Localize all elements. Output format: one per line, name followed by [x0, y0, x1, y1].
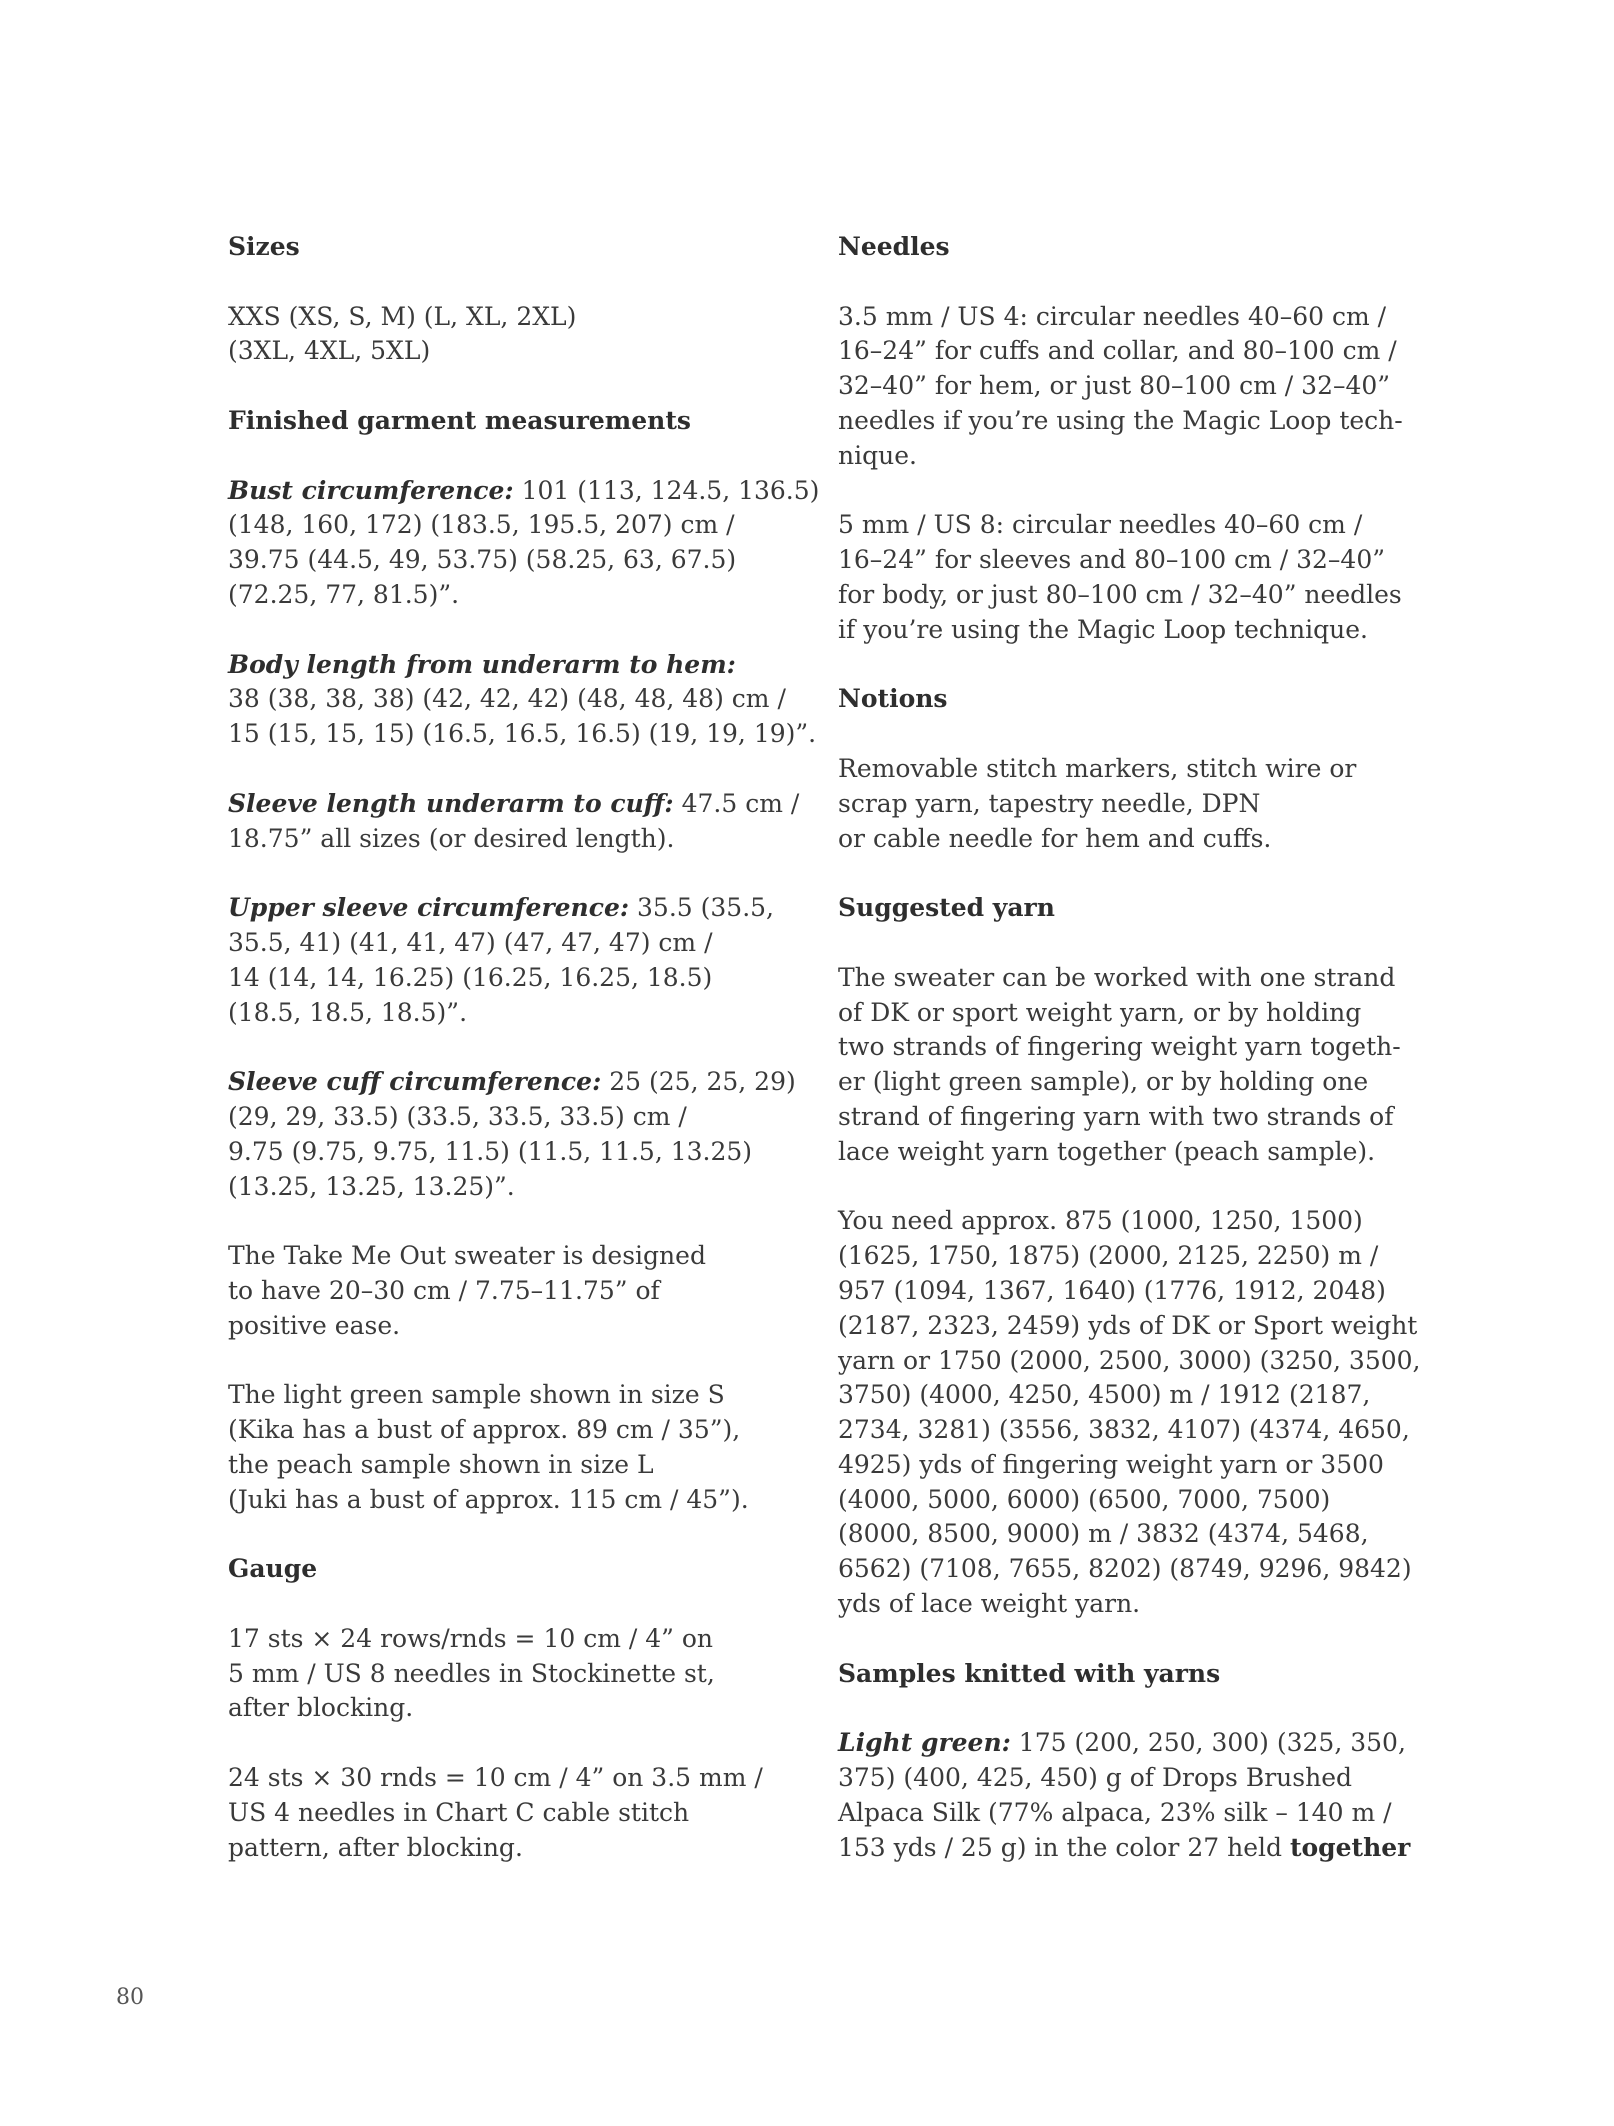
yarn-amount-line: 6562) (7108, 7655, 8202) (8749, 9296, 9842): [838, 1554, 1412, 1584]
body-length: [228, 648, 817, 752]
yarn-line: two strands of fingering weight yarn togeth-: [838, 1032, 1401, 1062]
yarn-amount-line: yarn or 1750 (2000, 2500, 3000) (3250, 3500,: [838, 1345, 1421, 1375]
sample-size-line: The light green sample shown in size S: [228, 1380, 725, 1410]
bust-first-value: 101 (113, 124.5, 136.5): [513, 475, 820, 505]
bust-line: 39.75 (44.5, 49, 53.75) (58.25, 63, 67.5): [228, 545, 737, 575]
yarn-amount-line: 4925) yds of fingering weight yarn or 3500: [838, 1449, 1384, 1479]
needles-line: 16–24” for sleeves and 80–100 cm / 32–40”: [838, 545, 1386, 575]
needles-line: if you’re using the Magic Loop technique.: [838, 614, 1368, 644]
gauge-line: after blocking.: [228, 1693, 414, 1723]
left-column: [228, 230, 820, 1865]
bust-line: (148, 160, 172) (183.5, 195.5, 207) cm /: [228, 510, 735, 540]
right-column: [838, 230, 1421, 1865]
needles-paragraph-2: [838, 508, 1408, 647]
gauge-line: 17 sts × 24 rows/rnds = 10 cm / 4” on: [228, 1623, 714, 1653]
sleeve-length: [228, 787, 800, 857]
light-green-first-value: 175 (200, 250, 300) (325, 350,: [1010, 1728, 1406, 1758]
sample-size-paragraph: [228, 1378, 788, 1517]
bust-circumference: [228, 474, 820, 613]
bust-line: (72.25, 77, 81.5)”.: [228, 579, 460, 609]
yarn-line: lace weight yarn together (peach sample).: [838, 1136, 1376, 1166]
notions-paragraph: [838, 752, 1408, 856]
sleeve-cuff-line: 9.75 (9.75, 9.75, 11.5) (11.5, 11.5, 13.25): [228, 1136, 753, 1166]
upper-sleeve-line: (18.5, 18.5, 18.5)”.: [228, 997, 468, 1027]
yarn-line: The sweater can be worked with one strand: [838, 962, 1396, 992]
upper-sleeve-line: 35.5, 41) (41, 41, 47) (47, 47, 47) cm /: [228, 927, 713, 957]
notions-line: or cable needle for hem and cuffs.: [838, 823, 1272, 853]
gauge-line: 5 mm / US 8 needles in Stockinette st,: [228, 1658, 715, 1688]
needles-line: for body, or just 80–100 cm / 32–40” needles: [838, 579, 1402, 609]
sizes-line: XXS (XS, S, M) (L, XL, 2XL): [228, 301, 577, 331]
needles-line: 5 mm / US 8: circular needles 40–60 cm /: [838, 510, 1363, 540]
upper-sleeve-first-value: 35.5 (35.5,: [629, 893, 774, 923]
gauge-paragraph-1: [228, 1622, 788, 1726]
notions-line: scrap yarn, tapestry needle, DPN: [838, 788, 1261, 818]
suggested-yarn-paragraph-1: [838, 961, 1408, 1170]
yarn-line: of DK or sport weight yarn, or by holding: [838, 997, 1362, 1027]
light-green-last-text: 153 yds / 25 g) in the color 27 held: [838, 1832, 1290, 1862]
bust-label: Bust circumference:: [228, 475, 514, 505]
samples-heading: Samples knitted with yarns: [838, 1658, 1221, 1688]
needles-line: nique.: [838, 440, 917, 470]
sleeve-length-first-value: 47.5 cm /: [673, 788, 800, 818]
gauge-line: pattern, after blocking.: [228, 1832, 523, 1862]
ease-line: positive ease.: [228, 1310, 401, 1340]
light-green-sample: [838, 1726, 1411, 1865]
notions-line: Removable stitch markers, stitch wire or: [838, 753, 1357, 783]
body-length-line: 15 (15, 15, 15) (16.5, 16.5, 16.5) (19, 19, 19)”.: [228, 719, 817, 749]
yarn-amount-line: You need approx. 875 (1000, 1250, 1500): [838, 1206, 1363, 1236]
yarn-amount-line: 2734, 3281) (3556, 3832, 4107) (4374, 4650,: [838, 1415, 1410, 1445]
measurements-heading: Finished garment measurements: [228, 405, 691, 435]
yarn-amount-line: yds of lace weight yarn.: [838, 1589, 1141, 1619]
suggested-yarn-paragraph-2: [838, 1204, 1421, 1622]
yarn-amount-line: (1625, 1750, 1875) (2000, 2125, 2250) m /: [838, 1241, 1379, 1271]
yarn-amount-line: (8000, 8500, 9000) m / 3832 (4374, 5468,: [838, 1519, 1369, 1549]
sleeve-cuff-line: (13.25, 13.25, 13.25)”.: [228, 1171, 515, 1201]
sample-size-line: (Juki has a bust of approx. 115 cm / 45”).: [228, 1484, 749, 1514]
needles-line: 3.5 mm / US 4: circular needles 40–60 cm /: [838, 301, 1387, 331]
gauge-line: 24 sts × 30 rnds = 10 cm / 4” on 3.5 mm /: [228, 1763, 763, 1793]
yarn-amount-line: (4000, 5000, 6000) (6500, 7000, 7500): [838, 1484, 1331, 1514]
needles-paragraph-1: [838, 300, 1408, 474]
light-green-line: 375) (400, 425, 450) g of Drops Brushed: [838, 1763, 1352, 1793]
sleeve-cuff-line: (29, 29, 33.5) (33.5, 33.5, 33.5) cm /: [228, 1101, 687, 1131]
ease-paragraph: [228, 1239, 788, 1343]
gauge-paragraph-2: [228, 1761, 788, 1865]
needles-line: needles if you’re using the Magic Loop tech-: [838, 405, 1403, 435]
sizes-heading: Sizes: [228, 232, 300, 261]
sleeve-cuff-circumference: [228, 1065, 796, 1204]
suggested-yarn-heading: Suggested yarn: [838, 893, 1055, 923]
needles-heading: Needles: [838, 232, 950, 261]
ease-line: The Take Me Out sweater is designed: [228, 1241, 706, 1271]
yarn-line: strand of fingering yarn with two strands of: [838, 1101, 1394, 1131]
yarn-amount-line: 957 (1094, 1367, 1640) (1776, 1912, 2048): [838, 1275, 1386, 1305]
yarn-amount-line: 3750) (4000, 4250, 4500) m / 1912 (2187,: [838, 1380, 1371, 1410]
sleeve-length-label: Sleeve length underarm to cuff:: [228, 788, 674, 818]
page-number: 80: [116, 1985, 144, 2010]
light-green-label: Light green:: [838, 1728, 1011, 1758]
body-length-label: Body length from underarm to hem:: [228, 649, 736, 679]
needles-line: 32–40” for hem, or just 80–100 cm / 32–40”: [838, 371, 1391, 401]
sample-size-line: (Kika has a bust of approx. 89 cm / 35”),: [228, 1415, 741, 1445]
sizes-list: [228, 300, 788, 370]
needles-line: 16–24” for cuffs and collar, and 80–100 cm /: [838, 336, 1397, 366]
sleeve-length-line: 18.75” all sizes (or desired length).: [228, 823, 675, 853]
yarn-line: er (light green sample), or by holding one: [838, 1067, 1369, 1097]
gauge-line: US 4 needles in Chart C cable stitch: [228, 1797, 690, 1827]
ease-line: to have 20–30 cm / 7.75–11.75” of: [228, 1275, 660, 1305]
yarn-amount-line: (2187, 2323, 2459) yds of DK or Sport weight: [838, 1310, 1418, 1340]
light-green-line: Alpaca Silk (77% alpaca, 23% silk – 140 m /: [838, 1797, 1392, 1827]
upper-sleeve-line: 14 (14, 14, 16.25) (16.25, 16.25, 18.5): [228, 962, 713, 992]
light-green-bold-word: together: [1289, 1832, 1411, 1862]
sleeve-cuff-label: Sleeve cuff circumference:: [228, 1067, 602, 1097]
gauge-heading: Gauge: [228, 1554, 318, 1584]
notions-heading: Notions: [838, 684, 948, 714]
upper-sleeve-circumference: [228, 891, 788, 1030]
sleeve-cuff-first-value: 25 (25, 25, 29): [601, 1067, 796, 1097]
sizes-line: (3XL, 4XL, 5XL): [228, 336, 431, 366]
upper-sleeve-label: Upper sleeve circumference:: [228, 893, 630, 923]
body-length-line: 38 (38, 38, 38) (42, 42, 42) (48, 48, 48) cm /: [228, 684, 786, 714]
sample-size-line: the peach sample shown in size L: [228, 1449, 654, 1479]
